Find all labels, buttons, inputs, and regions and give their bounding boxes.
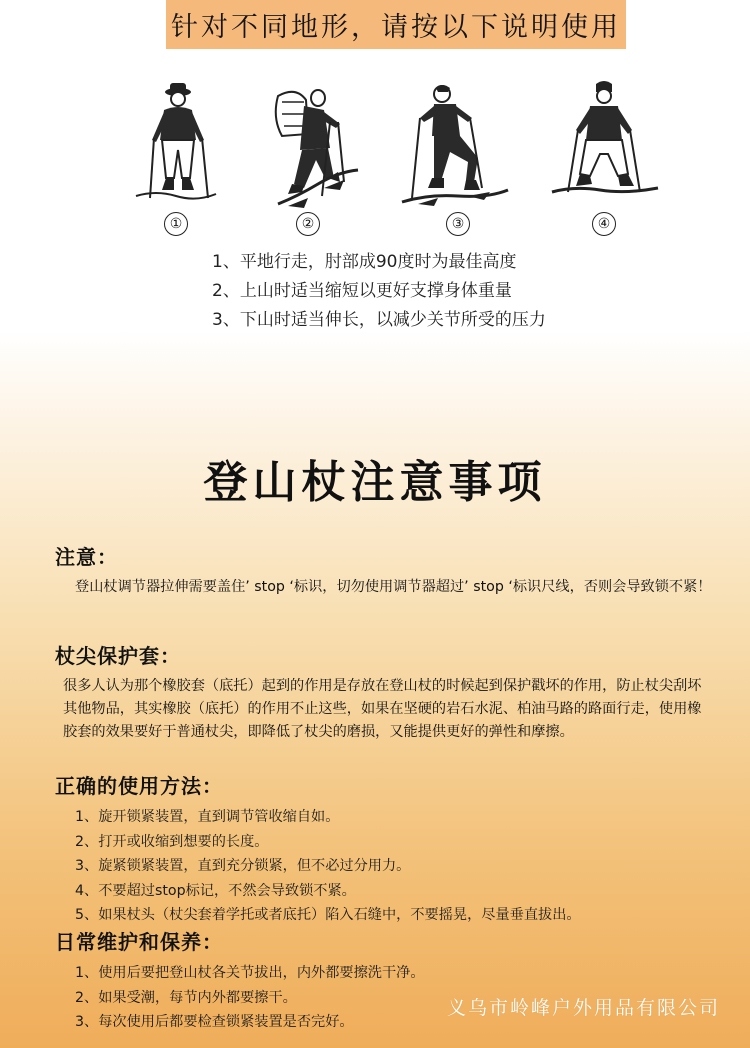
- figure-4: [544, 78, 664, 236]
- list-item: 5、如果杖头（杖尖套着学托或者底托）陷入石缝中，不要摇晃，尽量垂直拔出。: [75, 907, 581, 924]
- company-watermark: 义乌市岭峰户外用品有限公司: [446, 997, 720, 1019]
- correct-use-heading: 正确的使用方法：: [55, 774, 223, 798]
- notice-heading: 注意：: [55, 545, 118, 569]
- notice-section: [55, 541, 715, 599]
- hiker-descending-icon: [544, 78, 664, 213]
- hiker-downhill-icon: [398, 78, 518, 213]
- figure-number: ②: [296, 212, 320, 236]
- list-item: 1、使用后要把登山杖各关节拔出，内外都要擦洗干净。: [75, 965, 425, 981]
- list-item: 2、打开或收缩到想要的长度。: [75, 833, 269, 850]
- correct-use-section: [55, 770, 715, 928]
- list-item: 3、旋紧锁紧装置，直到充分锁紧，但不必过分用力。: [75, 858, 411, 875]
- list-item: 4、不要超过stop标记，不然会导致锁不紧。: [75, 882, 356, 899]
- figure-number: ①: [164, 212, 188, 236]
- usage-item: 1、平地行走，肘部成90度时为最佳高度: [212, 252, 517, 272]
- figure-number: ③: [446, 212, 470, 236]
- usage-list: [212, 248, 546, 335]
- tip-cover-body: 很多人认为那个橡胶套（底托）起到的作用是存放在登山杖的时候起到保护戳坏的作用，防止杖尖刮坏其他物品，其实橡胶（底托）的作用不止这些，如果在坚硬的岩石水泥、柏油马路的路面行走，使用橡胶套的效果要好于普通杖尖，即降低了杖尖的磨损，又能提供更好的弹性和摩擦。: [63, 678, 702, 740]
- usage-item: 3、下山时适当伸长，以减少关节所受的压力: [212, 310, 546, 330]
- tip-cover-heading: 杖尖保护套：: [55, 644, 181, 668]
- figure-number: ④: [592, 212, 616, 236]
- usage-item: 2、上山时适当缩短以更好支撑身体重量: [212, 281, 512, 301]
- hiker-flat-icon: [116, 78, 236, 213]
- figure-3: [398, 78, 518, 236]
- notice-body: 登山杖调节器拉伸需要盖住’ stop ‘标识，切勿使用调节器超过’ stop ‘标识尺线，否则会导致锁不紧！: [75, 579, 712, 595]
- header-banner: [166, 0, 626, 49]
- header-title: 针对不同地形，请按以下说明使用: [171, 12, 621, 43]
- figure-2: [248, 78, 368, 236]
- list-item: 3、每次使用后都要检查锁紧装置是否完好。: [75, 1014, 354, 1031]
- list-item: 1、旋开锁紧装置，直到调节管收缩自如。: [75, 809, 340, 825]
- hiker-uphill-icon: [248, 78, 368, 213]
- main-title: 登山杖注意事项: [203, 457, 547, 508]
- tip-cover-section: [55, 640, 715, 744]
- list-item: 2、如果受潮，每节内外都要擦干。: [75, 989, 297, 1006]
- maintenance-heading: 日常维护和保养：: [55, 930, 223, 954]
- figure-1: [116, 78, 236, 236]
